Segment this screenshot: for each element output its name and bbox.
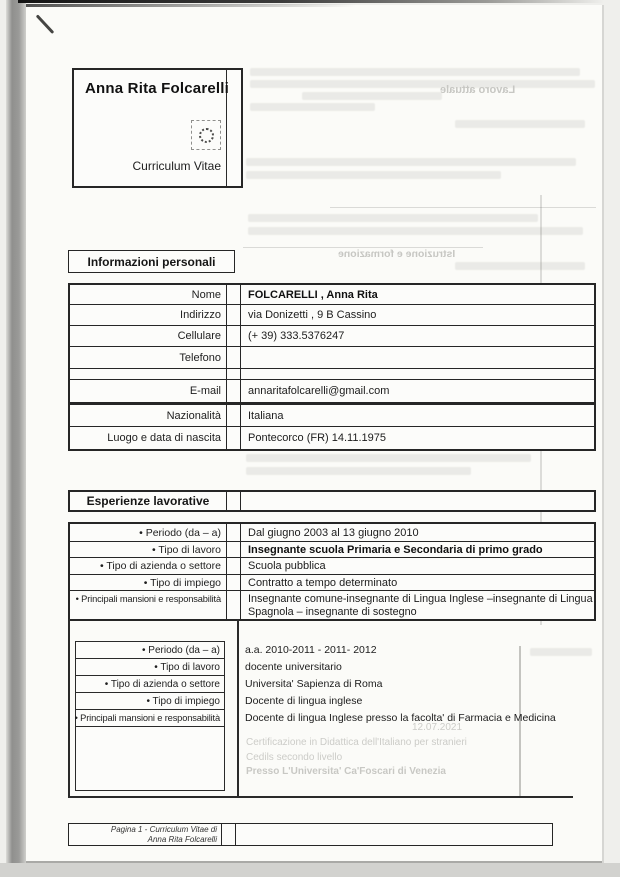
eu-flag-icon: [191, 120, 221, 150]
row-value: docente universitario: [245, 660, 342, 673]
row-label: • Principali mansioni e responsabilità: [70, 591, 227, 619]
row-spacer: [227, 326, 241, 346]
bleedthrough-smudge: [250, 103, 375, 111]
row-value: Scuola pubblica: [248, 560, 326, 572]
bleedthrough-text: Cedils secondo livello: [246, 752, 343, 763]
bleedthrough-smudge: [246, 158, 576, 166]
bleedthrough-smudge: [250, 80, 595, 88]
row-value: Insegnante comune-insegnante di Lingua Inglese –insegnante di Lingua Spagnola – insegnante di sostegno: [248, 593, 593, 619]
row-spacer: [227, 347, 241, 368]
header-card: [72, 68, 243, 188]
table-row: [70, 369, 594, 380]
row-spacer: [227, 591, 241, 619]
row-value: [241, 369, 594, 379]
row-value: Pontecorco (FR) 14.11.1975: [248, 432, 386, 444]
bleedthrough-smudge: [246, 454, 531, 462]
row-value: Docente di lingua Inglese presso la facolta' di Farmacia e Medicina: [245, 711, 556, 724]
row-value: Contratto a tempo determinato: [248, 576, 398, 589]
row-label: • Periodo (da – a): [70, 524, 227, 541]
experience-2-bottom-border: [68, 796, 573, 798]
row-spacer: [227, 285, 241, 304]
experience-table-1: [68, 522, 596, 621]
row-spacer: [227, 427, 241, 449]
table-row: [70, 558, 594, 575]
row-rest: [236, 824, 552, 845]
row-label: [70, 369, 227, 379]
footer-line-2: Anna Rita Folcarelli: [147, 834, 217, 844]
row-value: [241, 347, 594, 368]
row-value: FOLCARELLI , Anna Rita: [248, 288, 378, 301]
experience-2-column-divider: [237, 619, 239, 798]
row-label: • Principali mansioni e responsabilità: [76, 710, 224, 727]
row-label: • Tipo di impiego: [70, 575, 227, 590]
bleedthrough-text: 12.07.2021: [412, 722, 463, 733]
bleedthrough-smudge: [250, 68, 580, 76]
row-spacer: [227, 369, 241, 379]
row-label: • Tipo di lavoro: [76, 659, 224, 676]
bleedthrough-text: Certificazione in Didattica dell'Italiano per stranieri: [246, 737, 467, 748]
table-row: [70, 427, 594, 449]
person-name: Anna Rita Folcarelli: [85, 80, 230, 97]
row-value: Docente di lingua inglese: [245, 694, 363, 707]
section-title-experience-label: Esperienze lavorative: [70, 492, 227, 510]
row-label: • Tipo di azienda o settore: [76, 676, 224, 693]
page-right-edge: [602, 5, 604, 863]
table-row: [70, 542, 594, 558]
row-label: Nazionalità: [70, 405, 227, 426]
bleedthrough-smudge: [246, 171, 501, 179]
personal-info-table: [68, 283, 596, 404]
row-value: annaritafolcarelli@gmail.com: [248, 385, 390, 397]
row-value: Universita' Sapienza di Roma: [245, 677, 383, 690]
page-bottom-edge: [26, 861, 604, 863]
row-rest: [241, 492, 594, 510]
page-footer: [68, 823, 553, 846]
row-value: Insegnante scuola Primaria e Secondaria di primo grado: [248, 543, 543, 556]
bleedthrough-smudge: [455, 262, 585, 270]
row-spacer: [227, 542, 241, 557]
bleedthrough-line: [330, 207, 596, 208]
bleedthrough-smudge: [248, 214, 538, 222]
row-value: via Donizetti , 9 B Cassino: [248, 309, 377, 321]
table-row: [70, 347, 594, 369]
document-type: Curriculum Vitae: [132, 159, 221, 173]
row-spacer: [227, 558, 241, 574]
row-label: • Tipo di azienda o settore: [70, 558, 227, 574]
row-spacer: [227, 380, 241, 402]
row-spacer: [227, 492, 241, 510]
section-title-experience: [68, 490, 596, 512]
experience-table-2-labels: [75, 641, 225, 791]
row-label: • Periodo (da – a): [76, 642, 224, 659]
row-label: Telefono: [70, 347, 227, 368]
scanner-bottom-band: [0, 863, 620, 877]
section-title-personal-label: Informazioni personali: [87, 254, 216, 269]
row-label: Nome: [70, 285, 227, 304]
bleedthrough-smudge: [246, 467, 471, 475]
scanner-left-band: [6, 0, 26, 877]
table-row: [70, 285, 594, 305]
row-label: Indirizzo: [70, 305, 227, 325]
row-spacer: [227, 575, 241, 590]
row-value: Italiana: [248, 409, 284, 422]
row-spacer: [222, 824, 236, 845]
row-spacer: [227, 305, 241, 325]
bleedthrough-text: Presso L'Universita' Ca'Foscari di Venezia: [246, 766, 446, 777]
row-value: Dal giugno 2003 al 13 giugno 2010: [248, 526, 419, 539]
row-value: a.a. 2010-2011 - 2011- 2012: [245, 643, 377, 656]
footer-line-1: Pagina 1 - Curriculum Vitae di: [110, 824, 217, 834]
table-row: [70, 380, 594, 402]
table-row: [70, 326, 594, 347]
table-row: [70, 405, 594, 427]
experience-2-left-border: [68, 619, 70, 798]
table-row: [70, 575, 594, 591]
row-spacer: [227, 524, 241, 541]
scanner-top-edge: [18, 0, 604, 3]
bleedthrough-smudge: [302, 92, 442, 100]
eu-stars-circle-icon: [199, 128, 214, 143]
table-row: [70, 524, 594, 542]
footer-text: [69, 824, 222, 845]
row-spacer: [227, 405, 241, 426]
row-value: (+ 39) 333.5376247: [248, 330, 345, 342]
row-label: Cellulare: [70, 326, 227, 346]
page-top-shadow: [26, 4, 356, 7]
nationality-table: [68, 403, 596, 451]
table-row: [70, 591, 594, 619]
row-label: Luogo e data di nascita: [70, 427, 227, 449]
section-title-personal: [68, 250, 235, 273]
bleedthrough-smudge: [248, 227, 583, 235]
bleedthrough-text: Lavoro attuale: [440, 84, 516, 96]
row-label: • Tipo di lavoro: [70, 542, 227, 557]
bleedthrough-smudge: [455, 120, 585, 128]
row-label: E-mail: [70, 380, 227, 402]
table-row: [70, 305, 594, 326]
row-label: • Tipo di impiego: [76, 693, 224, 710]
bleedthrough-text: Istruzione e formazione: [338, 248, 456, 260]
